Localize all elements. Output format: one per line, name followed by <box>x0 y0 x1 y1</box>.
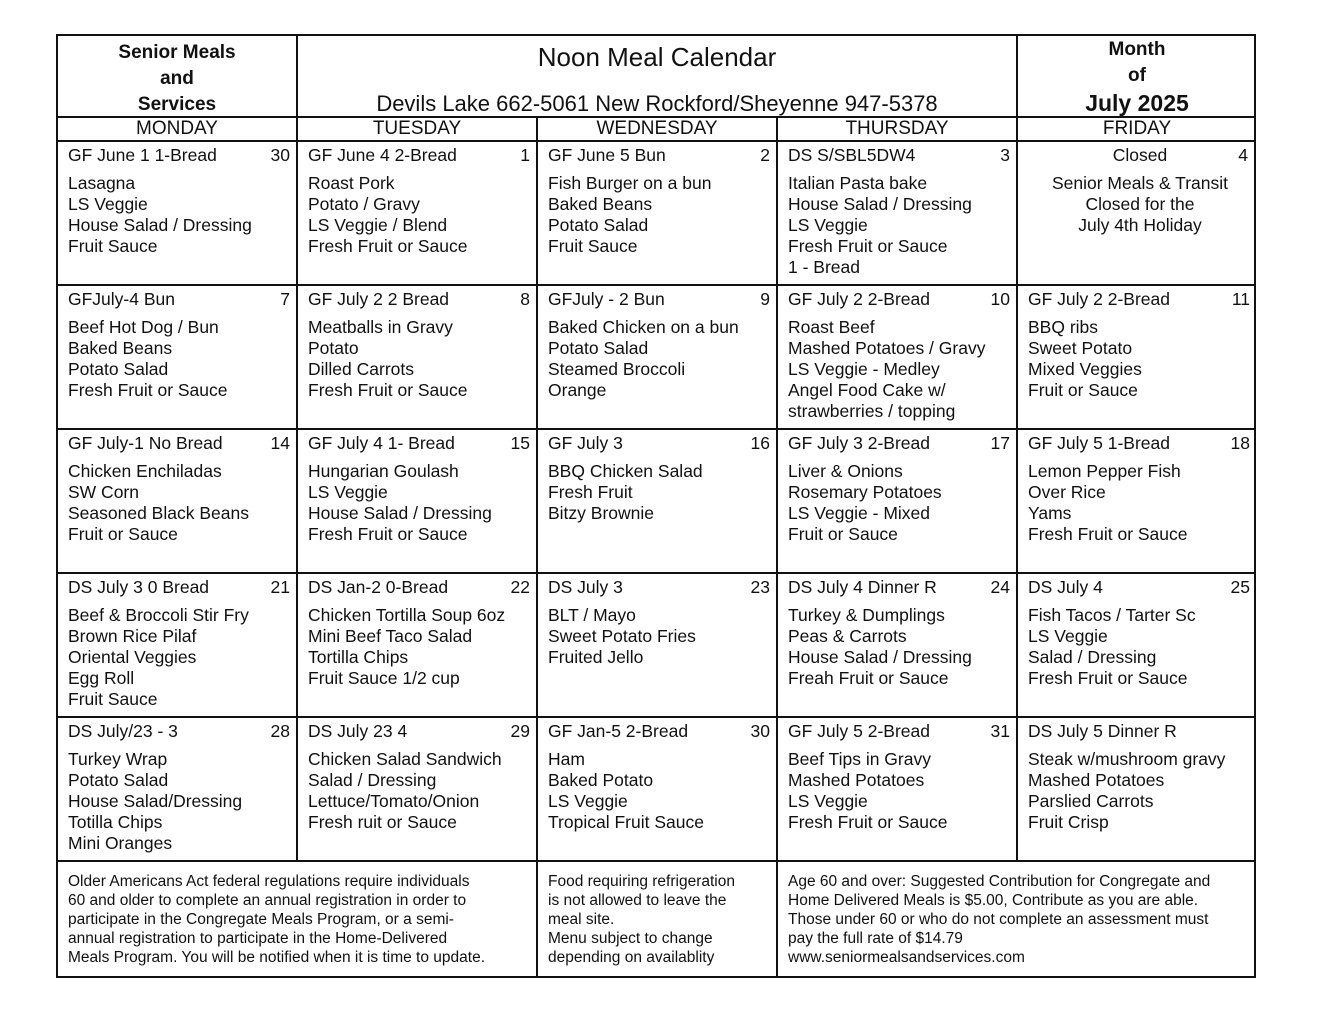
menu-item: Chicken Tortilla Soup 6oz <box>308 605 506 625</box>
menu-items <box>1028 173 1252 236</box>
menu-item: LS Veggie <box>1028 626 1108 646</box>
day-cell-header <box>68 289 292 311</box>
menu-items <box>788 605 1012 689</box>
day-cell <box>1018 718 1256 862</box>
footer-line: Age 60 and over: Suggested Contribution for Congregate and <box>788 873 1211 890</box>
meal-code: DS July/23 - 3 <box>68 721 178 741</box>
page-title: Noon Meal Calendar <box>537 42 777 72</box>
meal-code: GF July 2 2 Bread <box>308 289 450 309</box>
day-cell-header <box>68 145 292 167</box>
day-cell-header <box>68 577 292 599</box>
menu-item: Sweet Potato Fries <box>548 626 696 646</box>
day-number: 29 <box>510 721 530 741</box>
menu-item: Meatballs in Gravy <box>308 317 453 337</box>
day-number: 30 <box>270 145 290 165</box>
month-value: July 2025 <box>1085 90 1189 116</box>
footer-line: depending on availablity <box>548 949 715 966</box>
menu-item: Fish Burger on a bun <box>548 173 712 193</box>
menu-item: SW Corn <box>68 482 139 502</box>
menu-item: Hungarian Goulash <box>308 461 459 481</box>
menu-item: Fruit or Sauce <box>68 524 178 544</box>
menu-item: LS Veggie <box>788 791 868 811</box>
org-name-box <box>58 36 298 118</box>
day-number <box>1250 721 1252 743</box>
footer-line: meal site. <box>548 911 615 928</box>
meal-code: GF July 2 2-Bread <box>788 289 930 309</box>
menu-item: Fruit Sauce <box>68 689 158 709</box>
day-number: 10 <box>990 289 1010 309</box>
day-cell <box>778 574 1018 718</box>
menu-item: Fresh Fruit or Sauce <box>1028 668 1188 688</box>
menu-item: Potato Salad <box>68 359 169 379</box>
menu-item: Beef Tips in Gravy <box>788 749 931 769</box>
menu-item: House Salad/Dressing <box>68 791 243 811</box>
day-cell-header <box>308 721 532 743</box>
day-number: 31 <box>990 721 1010 741</box>
menu-item: BLT / Mayo <box>548 605 636 625</box>
weekday-friday: FRIDAY <box>1102 118 1172 139</box>
menu-item: LS Veggie / Blend <box>308 215 448 235</box>
day-number: 11 <box>1231 289 1250 309</box>
menu-item: Fruited Jello <box>548 647 644 667</box>
menu-item: Italian Pasta bake <box>788 173 928 193</box>
menu-item: Lasagna <box>68 173 136 193</box>
day-cell-header <box>548 721 772 743</box>
day-cell <box>538 574 778 718</box>
day-cell-header <box>1028 145 1252 167</box>
day-cell-header <box>1028 577 1252 599</box>
menu-item: House Salad / Dressing <box>788 647 972 667</box>
footer-line: www.seniormealsandservices.com <box>788 949 1025 966</box>
meal-code: GF July 3 <box>548 433 623 453</box>
menu-item: Salad / Dressing <box>1028 647 1157 667</box>
menu-items <box>1028 605 1252 689</box>
meal-code: GF July 5 1-Bread <box>1028 433 1170 453</box>
day-number: 14 <box>270 433 290 453</box>
menu-items <box>788 317 1012 422</box>
menu-item: Fruit Sauce <box>68 236 158 256</box>
weekday-header-row <box>58 118 1254 142</box>
menu-item: Baked Beans <box>548 194 653 214</box>
footer-line: Food requiring refrigeration <box>548 873 735 890</box>
footer-line: Those under 60 or who do not complete an assessment must <box>788 911 1209 928</box>
day-number: 8 <box>520 289 530 309</box>
day-number: 9 <box>760 289 770 309</box>
day-cell <box>298 574 538 718</box>
day-number: 18 <box>1230 433 1250 453</box>
menu-item: Senior Meals & Transit <box>1051 173 1229 193</box>
menu-items <box>68 605 292 710</box>
day-cell <box>778 718 1018 862</box>
menu-item: Baked Chicken on a bun <box>548 317 739 337</box>
menu-item: Freah Fruit or Sauce <box>788 668 949 688</box>
day-cell-header <box>308 289 532 311</box>
meal-code: DS S/SBL5DW4 <box>788 145 916 165</box>
menu-item: House Salad / Dressing <box>308 503 492 523</box>
menu-item: Baked Potato <box>548 770 654 790</box>
menu-items <box>68 461 292 545</box>
weekday-wednesday: WEDNESDAY <box>538 118 778 140</box>
menu-items <box>788 749 1012 833</box>
menu-items <box>308 461 532 545</box>
day-cell <box>778 430 1018 574</box>
menu-item: Baked Beans <box>68 338 173 358</box>
menu-items <box>548 749 772 833</box>
menu-item: Mini Oranges <box>68 833 173 853</box>
day-cell <box>298 718 538 862</box>
menu-item: Closed for the <box>1085 194 1195 214</box>
day-cell-header <box>68 721 292 743</box>
menu-item: House Salad / Dressing <box>68 215 252 235</box>
day-cell <box>1018 574 1256 718</box>
menu-item: Ham <box>548 749 585 769</box>
day-cell-header <box>548 433 772 455</box>
menu-item: Mashed Potatoes <box>788 770 925 790</box>
day-number: 21 <box>270 577 290 597</box>
day-cell <box>58 574 298 718</box>
menu-item: Fresh Fruit or Sauce <box>788 812 948 832</box>
menu-items <box>548 317 772 401</box>
day-number: 22 <box>510 577 530 597</box>
meal-code: DS July 4 Dinner R <box>788 577 937 597</box>
day-cell-header <box>788 145 1012 167</box>
menu-item: Parslied Carrots <box>1028 791 1154 811</box>
day-cell-header <box>788 433 1012 455</box>
day-cell <box>778 142 1018 286</box>
weekday-monday: MONDAY <box>58 118 298 140</box>
menu-item: Fresh Fruit or Sauce <box>308 380 468 400</box>
menu-item: Angel Food Cake w/ <box>788 380 946 400</box>
day-number: 24 <box>990 577 1010 597</box>
day-number: 1 <box>520 145 530 165</box>
menu-items <box>1028 317 1252 401</box>
day-cell <box>298 142 538 286</box>
menu-item: Mixed Veggies <box>1028 359 1142 379</box>
menu-item: Fresh Fruit or Sauce <box>788 236 948 256</box>
menu-item: Fresh Fruit or Sauce <box>68 380 228 400</box>
meal-code: DS July 23 4 <box>308 721 408 741</box>
menu-item: BBQ ribs <box>1028 317 1099 337</box>
menu-item: House Salad / Dressing <box>788 194 972 214</box>
menu-items <box>1028 461 1252 545</box>
day-number: 7 <box>280 289 290 309</box>
menu-item: Fruit Sauce 1/2 cup <box>308 668 460 688</box>
menu-item: Potato <box>308 338 359 358</box>
menu-item: Fruit Crisp <box>1028 812 1109 832</box>
day-cell-header <box>1028 433 1252 455</box>
day-number: 4 <box>1238 145 1248 165</box>
menu-item: Fresh Fruit or Sauce <box>308 524 468 544</box>
day-cell-header <box>1028 721 1252 743</box>
footer-line: 60 and older to complete an annual registration in order to <box>68 892 467 909</box>
day-cell-header <box>548 577 772 599</box>
menu-item: Potato Salad <box>68 770 169 790</box>
meal-code: DS July 4 <box>1028 577 1103 597</box>
menu-item: Brown Rice Pilaf <box>68 626 197 646</box>
day-cell-header <box>68 433 292 455</box>
menu-item: Tropical Fruit Sauce <box>548 812 704 832</box>
menu-items <box>68 173 292 257</box>
day-cell <box>538 286 778 430</box>
org-line-2: and <box>160 68 194 89</box>
meal-code: GF July-1 No Bread <box>68 433 223 453</box>
menu-item: Potato / Gravy <box>308 194 420 214</box>
day-cell <box>538 142 778 286</box>
day-cell-header <box>548 289 772 311</box>
weekday-tuesday: TUESDAY <box>298 118 538 140</box>
day-cell <box>58 286 298 430</box>
menu-items <box>788 461 1012 545</box>
menu-item: Beef & Broccoli Stir Fry <box>68 605 249 625</box>
menu-items <box>308 749 532 833</box>
menu-item: Salad / Dressing <box>308 770 437 790</box>
day-cell <box>298 286 538 430</box>
meal-code: GF July 5 2-Bread <box>788 721 930 741</box>
day-number: 3 <box>1000 145 1010 165</box>
menu-item: LS Veggie - Medley <box>788 359 940 379</box>
menu-item: BBQ Chicken Salad <box>548 461 703 481</box>
meal-code: DS Jan-2 0-Bread <box>308 577 449 597</box>
menu-item: Seasoned Black Beans <box>68 503 249 523</box>
footer-refrigeration-note <box>538 860 778 978</box>
meal-code: DS July 3 <box>548 577 623 597</box>
menu-item: Bitzy Brownie <box>548 503 655 523</box>
weekday-thursday: THURSDAY <box>778 118 1018 140</box>
menu-items <box>1028 749 1252 833</box>
day-cell-header <box>308 577 532 599</box>
menu-item: Turkey Wrap <box>68 749 168 769</box>
org-line-3: Services <box>137 94 217 115</box>
menu-item: Oriental Veggies <box>68 647 197 667</box>
day-cell <box>538 430 778 574</box>
menu-item: Over Rice <box>1028 482 1106 502</box>
menu-item: Potato Salad <box>548 215 649 235</box>
footer-registration-note <box>58 860 538 978</box>
menu-item: LS Veggie <box>548 791 628 811</box>
org-line-1: Senior Meals <box>118 42 236 63</box>
menu-item: Lettuce/Tomato/Onion <box>308 791 480 811</box>
menu-item: Lemon Pepper Fish <box>1028 461 1181 481</box>
day-cell <box>298 430 538 574</box>
meal-code: GF July 2 2-Bread <box>1028 289 1170 309</box>
menu-item: Peas & Carrots <box>788 626 907 646</box>
day-number: 2 <box>760 145 770 165</box>
menu-item: Steamed Broccoli <box>548 359 686 379</box>
day-cell <box>778 286 1018 430</box>
day-cell <box>1018 286 1256 430</box>
menu-item: Fresh Fruit or Sauce <box>308 236 468 256</box>
menu-item: LS Veggie <box>68 194 148 214</box>
meal-code: GF June 1 1-Bread <box>68 145 217 165</box>
menu-item: Mashed Potatoes <box>1028 770 1165 790</box>
menu-item: Chicken Salad Sandwich <box>308 749 502 769</box>
footer-line: is not allowed to leave the <box>548 892 727 909</box>
footer-contribution-note <box>778 860 1254 978</box>
menu-item: Fruit Sauce <box>548 236 638 256</box>
month-box <box>1018 36 1256 118</box>
menu-item: Fresh Fruit <box>548 482 633 502</box>
meal-code: Closed <box>1112 145 1168 165</box>
day-cell-header <box>788 721 1012 743</box>
menu-item: Steak w/mushroom gravy <box>1028 749 1226 769</box>
day-cell <box>58 430 298 574</box>
menu-items <box>548 461 772 524</box>
meal-code: GF June 4 2-Bread <box>308 145 457 165</box>
menu-item: Fresh Fruit or Sauce <box>1028 524 1188 544</box>
menu-item: Liver & Onions <box>788 461 903 481</box>
title-box <box>298 36 1018 118</box>
meal-code: GF July 4 1- Bread <box>308 433 455 453</box>
day-cell <box>1018 142 1256 286</box>
menu-item: 1 - Bread <box>788 257 860 277</box>
day-cell-header <box>788 577 1012 599</box>
menu-items <box>308 317 532 401</box>
month-label-1: Month <box>1108 39 1166 60</box>
day-number: 25 <box>1230 577 1250 597</box>
menu-item: Fruit or Sauce <box>788 524 898 544</box>
menu-item: Tortilla Chips <box>308 647 409 667</box>
menu-item: Dilled Carrots <box>308 359 414 379</box>
day-cell-header <box>548 145 772 167</box>
menu-item: Chicken Enchiladas <box>68 461 222 481</box>
menu-items <box>308 605 532 689</box>
menu-items <box>68 749 292 854</box>
menu-item: Rosemary Potatoes <box>788 482 942 502</box>
menu-item: July 4th Holiday <box>1078 215 1202 235</box>
day-number: 30 <box>750 721 770 741</box>
day-cell <box>538 718 778 862</box>
menu-calendar-sheet <box>56 34 1256 978</box>
menu-item: Egg Roll <box>68 668 135 688</box>
menu-item: Fresh ruit or Sauce <box>308 812 457 832</box>
meal-code: GFJuly - 2 Bun <box>548 289 665 309</box>
menu-items <box>308 173 532 257</box>
menu-items <box>788 173 1012 278</box>
day-cell <box>58 142 298 286</box>
day-number: 15 <box>510 433 530 453</box>
menu-item: LS Veggie - Mixed <box>788 503 931 523</box>
footer-line: Home Delivered Meals is $5.00, Contribute as you are able. <box>788 892 1199 909</box>
meal-code: GF July 3 2-Bread <box>788 433 930 453</box>
menu-item: Sweet Potato <box>1028 338 1133 358</box>
footer-line: Meals Program. You will be notified when it is time to update. <box>68 949 486 966</box>
menu-item: LS Veggie <box>308 482 388 502</box>
meal-code: GFJuly-4 Bun <box>68 289 175 309</box>
footer-line: Menu subject to change <box>548 930 713 947</box>
day-cell-header <box>308 145 532 167</box>
phone-numbers: Devils Lake 662-5061 New Rockford/Sheyenne 947-5378 <box>376 91 938 116</box>
day-cell-header <box>788 289 1012 311</box>
day-cell <box>58 718 298 862</box>
menu-item: strawberries / topping <box>788 401 956 421</box>
meal-code: DS July 3 0 Bread <box>68 577 210 597</box>
menu-item: Fish Tacos / Tarter Sc <box>1028 605 1196 625</box>
menu-items <box>548 605 772 668</box>
meal-code: DS July 5 Dinner R <box>1028 721 1177 741</box>
menu-item: Orange <box>548 380 607 400</box>
footer-line: Older Americans Act federal regulations require individuals <box>68 873 470 890</box>
day-cell-header <box>308 433 532 455</box>
day-number: 28 <box>270 721 290 741</box>
footer-line: annual registration to participate in the Home-Delivered <box>68 930 448 947</box>
menu-items <box>548 173 772 257</box>
menu-item: Beef Hot Dog / Bun <box>68 317 219 337</box>
menu-item: Potato Salad <box>548 338 649 358</box>
footer-line: pay the full rate of $14.79 <box>788 930 963 947</box>
menu-item: Totilla Chips <box>68 812 163 832</box>
menu-item: Roast Pork <box>308 173 395 193</box>
meal-code: GF June 5 Bun <box>548 145 666 165</box>
menu-item: LS Veggie <box>788 215 868 235</box>
month-label-2: of <box>1128 65 1146 86</box>
day-number: 17 <box>990 433 1010 453</box>
day-cell-header <box>1028 289 1252 311</box>
day-number: 23 <box>750 577 770 597</box>
menu-item: Yams <box>1028 503 1072 523</box>
menu-item: Fruit or Sauce <box>1028 380 1138 400</box>
meal-code: GF Jan-5 2-Bread <box>548 721 689 741</box>
menu-item: Mini Beef Taco Salad <box>308 626 473 646</box>
menu-items <box>68 317 292 401</box>
menu-item: Roast Beef <box>788 317 875 337</box>
day-cell <box>1018 430 1256 574</box>
menu-item: Mashed Potatoes / Gravy <box>788 338 986 358</box>
day-number: 16 <box>750 433 770 453</box>
footer-line: participate in the Congregate Meals Program, or a semi- <box>68 911 454 928</box>
menu-item: Turkey & Dumplings <box>788 605 945 625</box>
